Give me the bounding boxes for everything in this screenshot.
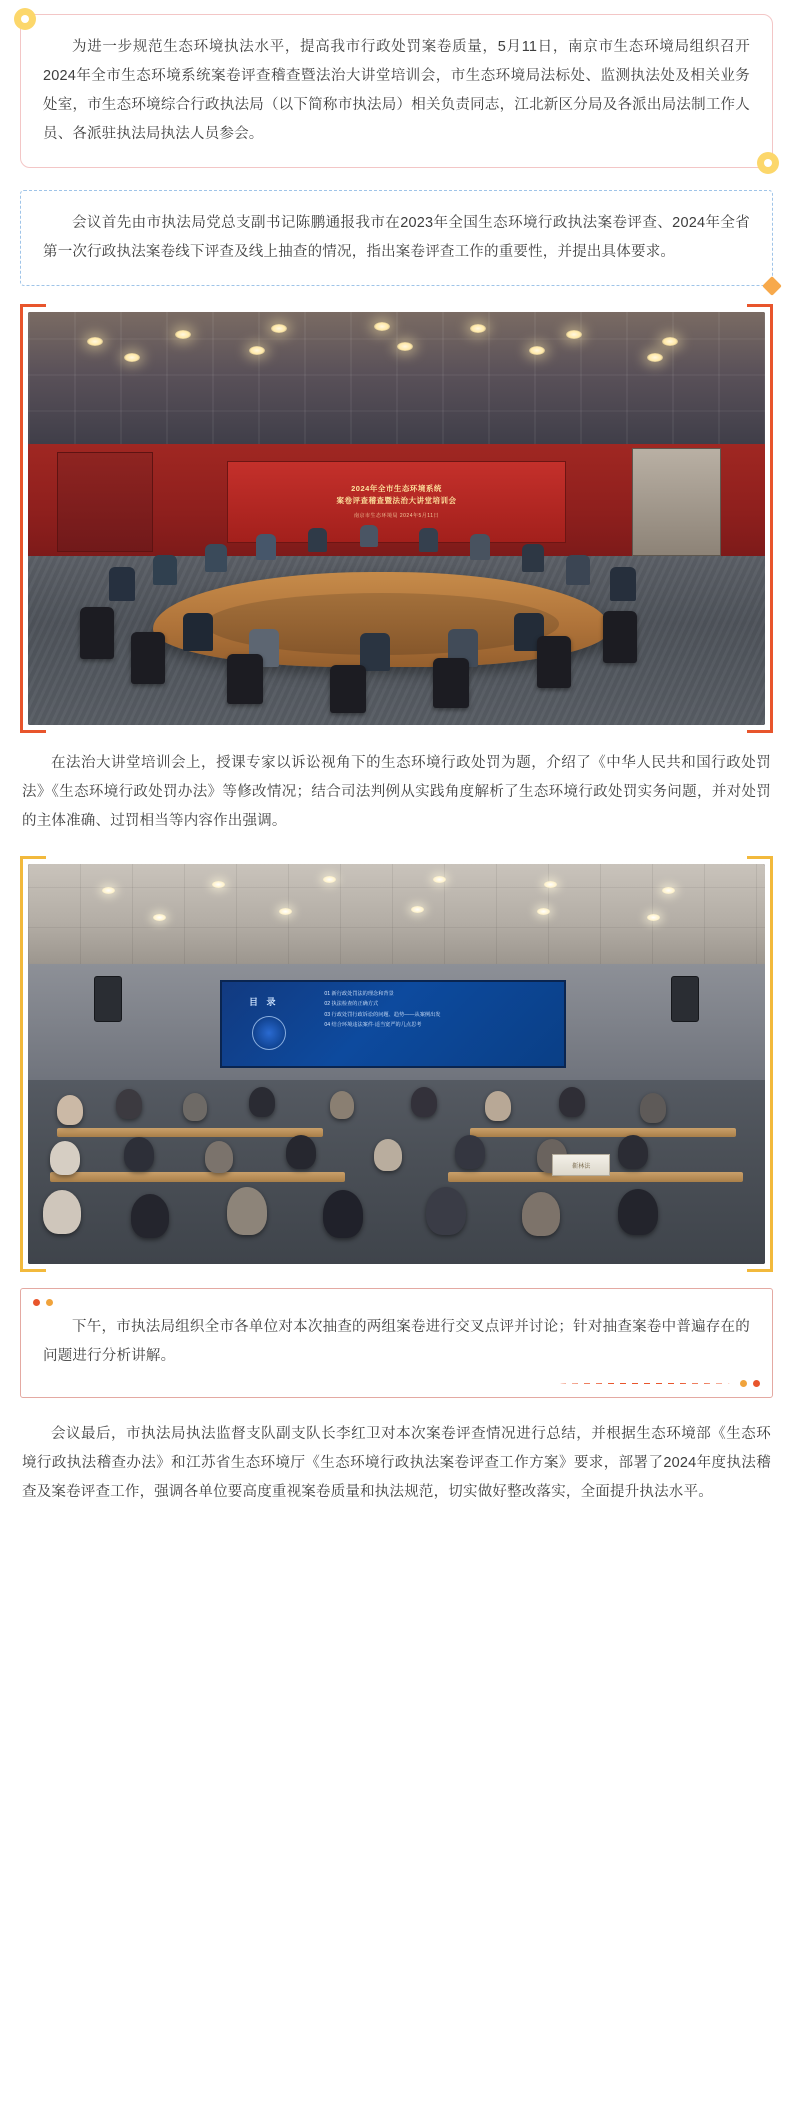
paragraph-5-wrapper (22, 1420, 771, 1507)
figure-training-hall (20, 856, 773, 1272)
diamond-accent-icon (762, 276, 782, 296)
wall-panel-right (632, 448, 720, 555)
meeting-report-card (20, 190, 773, 286)
slide-bullet-4: 04 结合环境违法案件·适当宽严的几点思考 (324, 1021, 422, 1028)
paragraph-4: 下午，市执法局组织全市各单位对本次抽查的两组案卷进行交叉点评并讨论；针对抽查案卷中普遍存在的问题进行分析讲解。 (43, 1319, 750, 1364)
slide-title: 目 录 (248, 997, 279, 1008)
desk-row-1-left (57, 1128, 322, 1137)
slide-bullet-2: 02 执法检查的正确方式 (324, 1001, 379, 1008)
dots-bottom-right-icon (560, 1380, 760, 1387)
paragraph-5: 会议最后，市执法局执法监督支队副支队长李红卫对本次案卷评查情况进行总结，并根据生态环境部《生态环境行政执法稽查办法》和江苏省生态环境厅《生态环境行政执法案卷评查工作方案》要求，部署了2024年度执法稽查及案卷评查工作，强调各单位要高度重视案卷质量和执法规范，切实做好整改落实，全面提升执法水平。 (22, 1426, 771, 1500)
paragraph-3: 在法治大讲堂培训会上，授课专家以诉讼视角下的生态环境行政处罚为题，介绍了《中华人民共和国行政处罚法》《生态环境行政处罚办法》等修改情况；结合司法判例从实践角度解析了生态环境行政处罚实务问题，并对处罚的主体准确、过罚相当等内容作出强调。 (22, 755, 771, 829)
photo-training-hall (28, 864, 765, 1264)
slide-bullet-3: 03 行政处罚行政诉讼的问题、趋势——从案例出发 (324, 1011, 441, 1018)
audience-seating (28, 1080, 765, 1264)
projection-slide (220, 980, 566, 1068)
corner-dot-bottom-right-icon (757, 152, 779, 174)
ceiling (28, 864, 765, 968)
wall-panel-left (57, 452, 153, 551)
dots-top-left-icon (33, 1299, 53, 1306)
slide-bullets (324, 989, 550, 1031)
photo-conference-room (28, 312, 765, 725)
paragraph-3-wrapper (22, 749, 771, 836)
screen-line-2: 案卷评查稽查暨法治大讲堂培训会 (336, 495, 457, 505)
desk-row-2-left (50, 1172, 345, 1182)
nameplate: 靳林法 (552, 1154, 610, 1176)
paragraph-2: 会议首先由市执法局党总支副书记陈鹏通报我市在2023年全国生态环境行政执法案卷评查、2024年全省第一次行政执法案卷线下评查及线上抽查的情况，指出案卷评查工作的重要性，并提出具体要求。 (43, 215, 750, 260)
stage-screen-banner (227, 461, 566, 544)
intro-card (20, 14, 773, 168)
paragraph-1: 为进一步规范生态环境执法水平，提高我市行政处罚案卷质量，5月11日，南京市生态环境局组织召开2024年全市生态环境系统案卷评查稽查暨法治大讲堂培训会，市生态环境局法标处、监测执法处及相关业务处室，市生态环境综合行政执法局（以下简称市执法局）相关负责同志，江北新区分局及各派出局法制工作人员、各派驻执法局执法人员参会。 (43, 39, 750, 142)
ceiling-lights (28, 312, 765, 448)
corner-dot-top-left-icon (14, 8, 36, 30)
afternoon-session-card (20, 1288, 773, 1398)
slide-decor-circle-icon (252, 1016, 286, 1050)
wall-speaker-left (94, 976, 122, 1022)
figure-conference-room (20, 304, 773, 733)
screen-line-3: 南京市生态环境局 2024年5月11日 (353, 512, 439, 519)
screen-line-1: 2024年全市生态环境系统 (351, 484, 442, 494)
wall-speaker-right (671, 976, 699, 1022)
slide-bullet-1: 01 新行政处罚法的理念和背景 (324, 990, 394, 997)
desk-row-1-right (470, 1128, 735, 1137)
